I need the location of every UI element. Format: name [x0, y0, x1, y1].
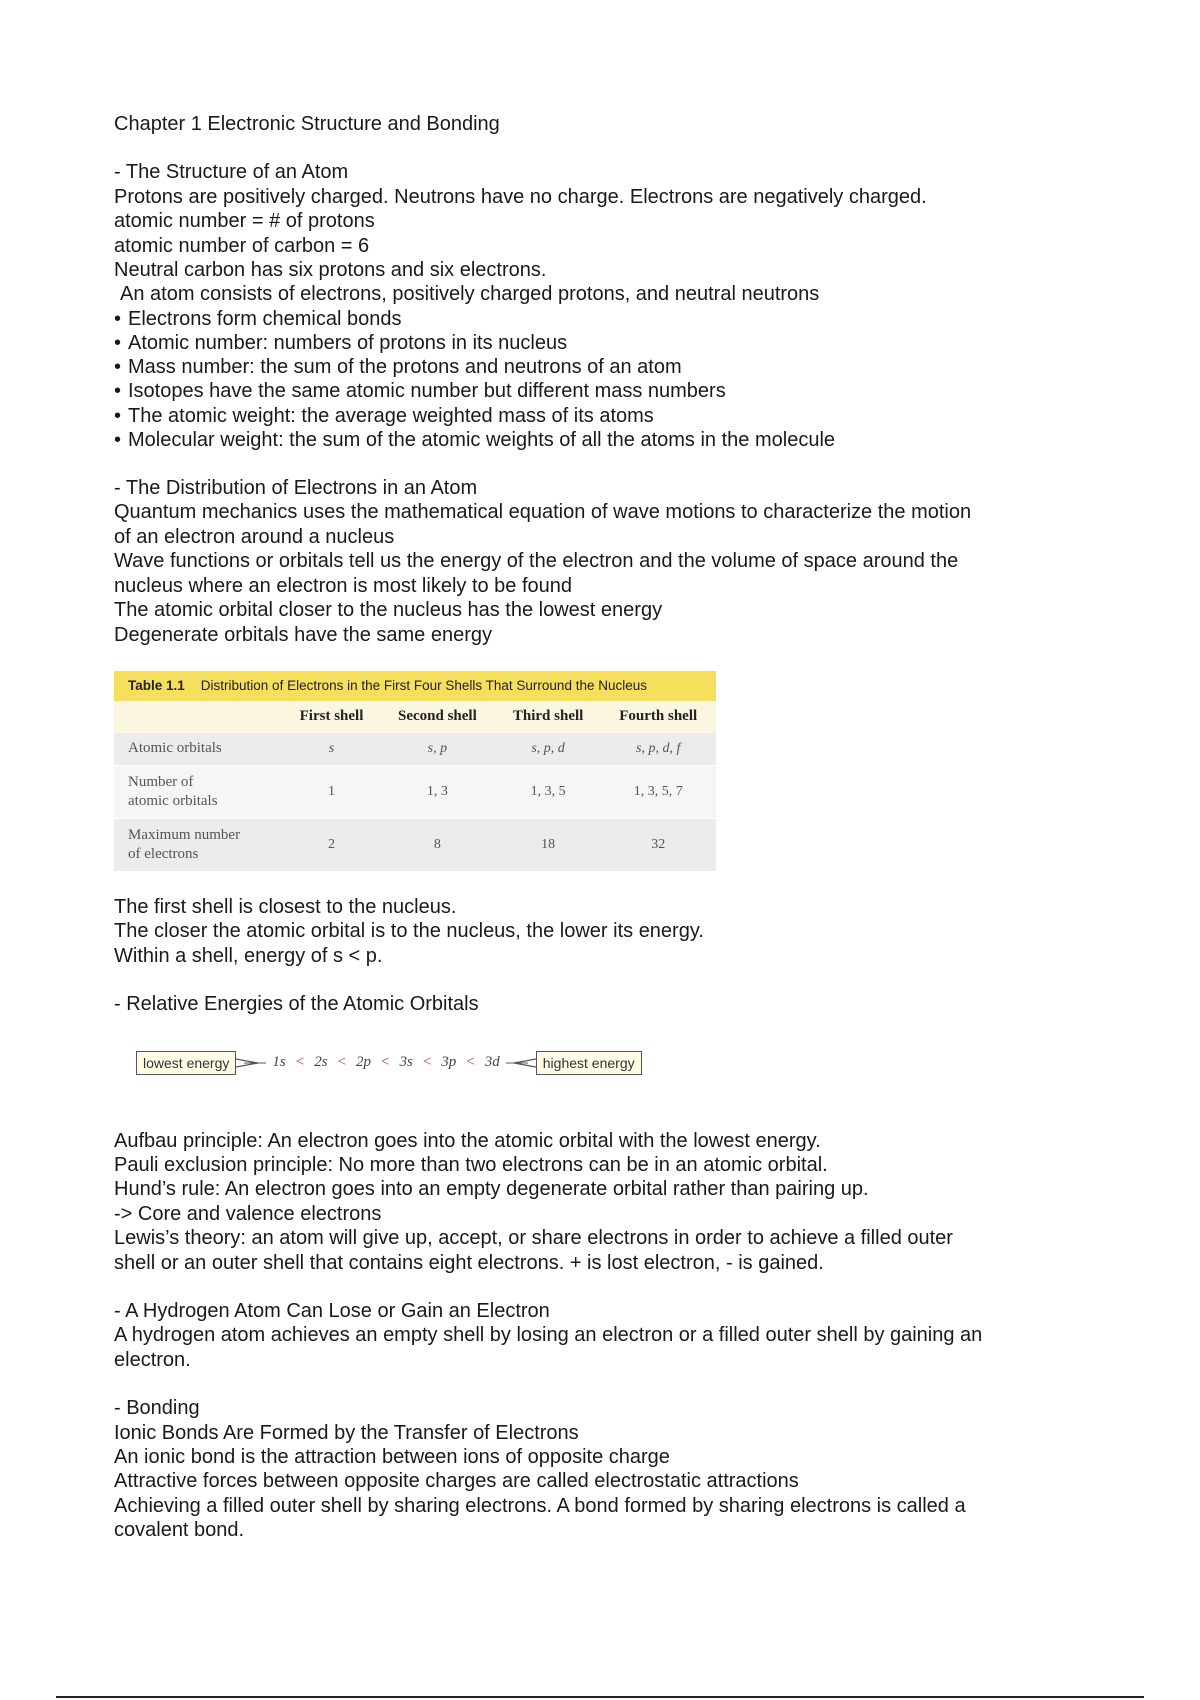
text-line: Wave functions or orbitals tell us the energy of the electron and the volume of space around the: [114, 550, 959, 573]
arrow-right-icon: [236, 1056, 266, 1070]
page-bottom-divider: [56, 1696, 1144, 1698]
orbital-label: 3p: [441, 1054, 457, 1071]
less-than-sign: <: [337, 1054, 347, 1071]
text-line: The atomic orbital closer to the nucleus has the lowest energy: [114, 599, 663, 622]
row-label: Number of atomic orbitals: [114, 765, 284, 818]
text-line: electron.: [114, 1348, 191, 1371]
less-than-sign: <: [381, 1054, 390, 1071]
list-item: • Electrons form chemical bonds: [114, 307, 402, 330]
text-line: Quantum mechanics uses the mathematical equation of wave motions to characterize the motion: [114, 501, 972, 524]
orbital-label: 2p: [356, 1054, 372, 1071]
orbital-label: 3s: [399, 1054, 413, 1071]
text-line: The first shell is closest to the nucleus.: [114, 895, 457, 918]
text-line: shell or an outer shell that contains eight electrons. + is lost electron, - is gained.: [114, 1251, 824, 1274]
column-header: Fourth shell: [600, 701, 716, 733]
text-line: atomic number of carbon = 6: [114, 234, 370, 257]
table-cell: s, p: [379, 733, 496, 766]
arrow-left-icon: [506, 1056, 536, 1070]
table-cell: 1, 3: [379, 765, 496, 818]
table-cell: 18: [496, 818, 601, 871]
electron-shell-table: [114, 701, 716, 871]
orbital-energy-order-figure: [136, 1049, 1094, 1077]
table-figure: [114, 671, 716, 871]
table-row: [114, 765, 716, 818]
bullet-icon: •: [114, 356, 122, 379]
text-line: A hydrogen atom achieves an empty shell by losing an electron or a filled outer shell by gaining an: [114, 1324, 983, 1347]
less-than-sign: <: [466, 1054, 475, 1071]
table-cell: s, p, d: [496, 733, 601, 766]
bullet-icon: •: [114, 380, 122, 403]
column-header: [114, 701, 284, 733]
bullet-icon: •: [114, 428, 122, 451]
text-line: Neutral carbon has six protons and six electrons.: [114, 259, 547, 282]
text-line: Within a shell, energy of s < p.: [114, 944, 383, 967]
text-line: Pauli exclusion principle: No more than two electrons can be in an atomic orbital.: [114, 1153, 828, 1176]
less-than-sign: <: [295, 1054, 305, 1071]
table-cell: 2: [284, 818, 379, 871]
section-heading-hydrogen-atom: - A Hydrogen Atom Can Lose or Gain an Electron: [114, 1299, 550, 1322]
bullet-icon: •: [114, 307, 122, 330]
text-line: Degenerate orbitals have the same energy: [114, 623, 493, 646]
document-page: [114, 112, 1094, 1543]
list-item: • Isotopes have the same atomic number but different mass numbers: [114, 380, 726, 403]
bullet-icon: •: [114, 404, 122, 427]
table-cell: 1, 3, 5: [496, 765, 601, 818]
section-heading-electron-distribution: - The Distribution of Electrons in an Atom: [114, 477, 478, 500]
text-line: Achieving a filled outer shell by sharing electrons. A bond formed by sharing electrons is called a: [114, 1494, 966, 1517]
text-line: -> Core and valence electrons: [114, 1202, 382, 1225]
text-line: Hund’s rule: An electron goes into an empty degenerate orbital rather than pairing up.: [114, 1178, 869, 1201]
orbital-label: 1s: [272, 1054, 286, 1071]
list-item: • The atomic weight: the average weighted mass of its atoms: [114, 404, 654, 427]
column-header: Third shell: [496, 701, 601, 733]
text-line: Protons are positively charged. Neutrons have no charge. Electrons are negatively charged.: [114, 185, 927, 208]
text-line: nucleus where an electron is most likely to be found: [114, 574, 573, 597]
text-line: An atom consists of electrons, positively charged protons, and neutral neutrons: [120, 283, 820, 306]
text-line: Ionic Bonds Are Formed by the Transfer of Electrons: [114, 1421, 579, 1444]
highest-energy-label: highest energy: [536, 1051, 642, 1075]
text-line: covalent bond.: [114, 1519, 245, 1542]
text-line: Aufbau principle: An electron goes into the atomic orbital with the lowest energy.: [114, 1129, 821, 1152]
list-item: • Mass number: the sum of the protons and neutrons of an atom: [114, 356, 682, 379]
orbital-label: 3d: [484, 1054, 500, 1071]
table-cell: 8: [379, 818, 496, 871]
lowest-energy-label: lowest energy: [136, 1051, 236, 1075]
table-caption-text: Distribution of Electrons in the First Four Shells That Surround the Nucleus: [200, 677, 647, 693]
table-row: [114, 733, 716, 766]
bullet-list: [114, 307, 1094, 452]
table-caption: [114, 671, 716, 701]
section-heading-bonding: - Bonding: [114, 1397, 200, 1420]
row-label: Atomic orbitals: [114, 733, 284, 766]
table-cell: s: [284, 733, 379, 766]
row-label: Maximum number of electrons: [114, 818, 284, 871]
text-line: Attractive forces between opposite charges are called electrostatic attractions: [114, 1470, 799, 1493]
list-item: • Molecular weight: the sum of the atomic weights of all the atoms in the molecule: [114, 428, 836, 451]
table-cell: 32: [600, 818, 716, 871]
table-label: Table 1.1: [128, 677, 185, 693]
table-cell: 1, 3, 5, 7: [600, 765, 716, 818]
text-line: An ionic bond is the attraction between ions of opposite charge: [114, 1446, 670, 1468]
bullet-icon: •: [114, 332, 122, 355]
text-line: atomic number = # of protons: [114, 210, 375, 233]
document-title: Chapter 1 Electronic Structure and Bonding: [114, 113, 500, 135]
table-cell: 1: [284, 765, 379, 818]
column-header: First shell: [284, 701, 379, 733]
table-header-row: [114, 701, 716, 733]
orbital-label: 2s: [314, 1054, 328, 1071]
section-heading-relative-energies: - Relative Energies of the Atomic Orbitals: [114, 993, 479, 1016]
text-line: Lewis’s theory: an atom will give up, accept, or share electrons in order to achieve a filled outer: [114, 1227, 953, 1250]
list-item: • Atomic number: numbers of protons in its nucleus: [114, 332, 568, 355]
text-line: of an electron around a nucleus: [114, 525, 395, 548]
column-header: Second shell: [379, 701, 496, 733]
table-row: [114, 818, 716, 871]
text-line: The closer the atomic orbital is to the nucleus, the lower its energy.: [114, 920, 704, 943]
table-cell: s, p, d, f: [600, 733, 716, 766]
less-than-sign: <: [422, 1054, 432, 1071]
section-heading-atom-structure: - The Structure of an Atom: [114, 161, 349, 184]
